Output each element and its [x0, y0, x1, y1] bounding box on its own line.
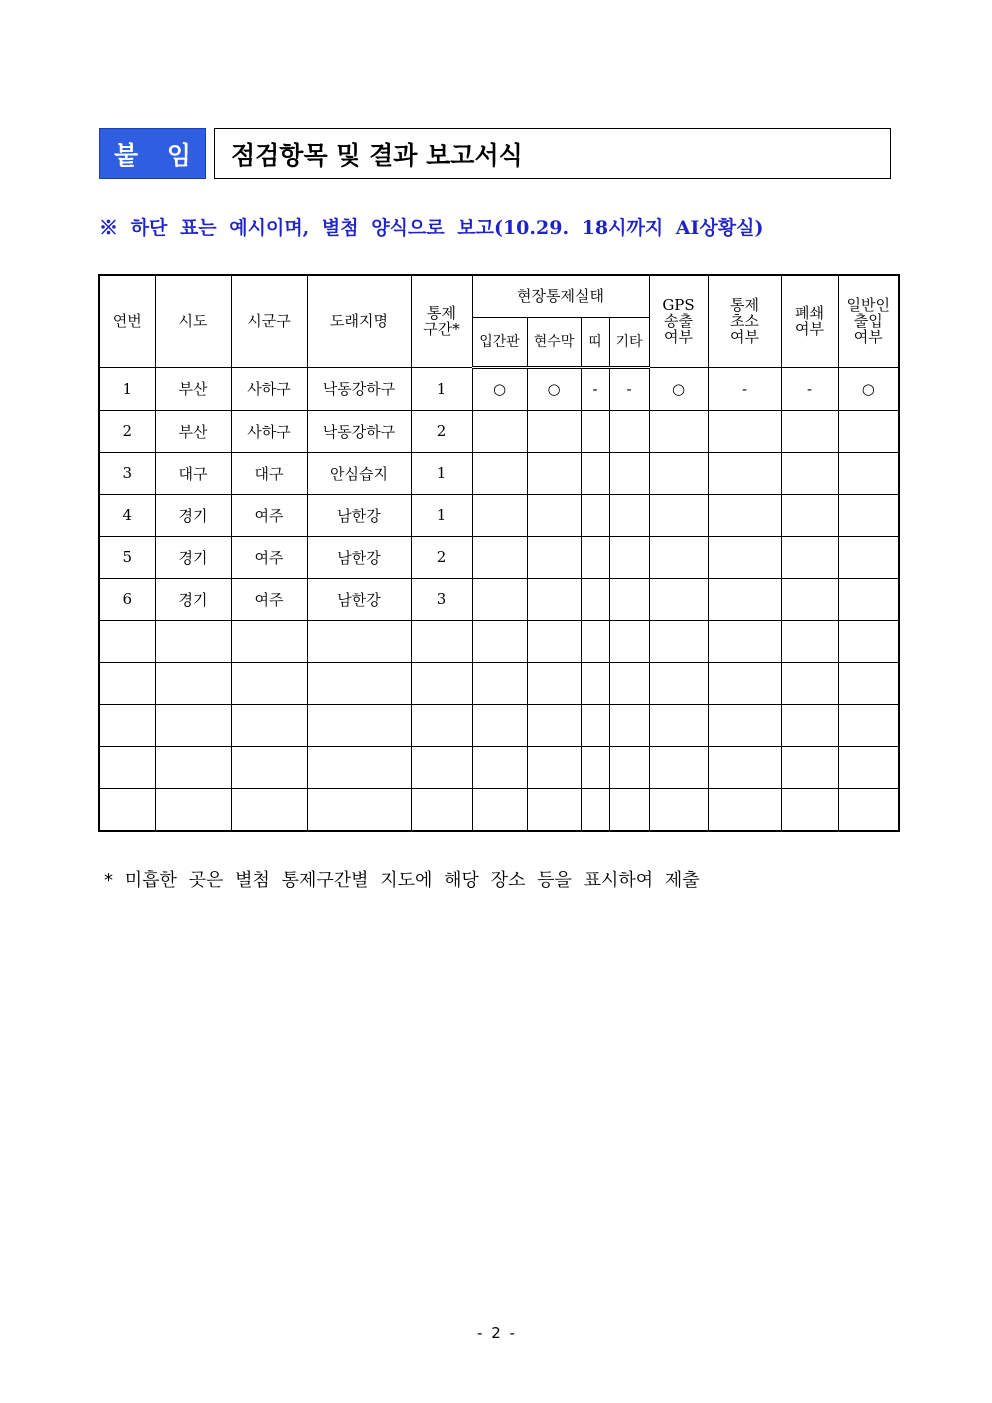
- table-cell: [781, 410, 838, 452]
- table-cell: [99, 788, 155, 831]
- table-cell: ○: [527, 367, 581, 410]
- header-sigungu: 시군구: [231, 275, 307, 367]
- table-cell: [838, 746, 899, 788]
- table-row: [99, 788, 899, 831]
- page-number: - 2 -: [477, 1324, 515, 1342]
- table-cell: [581, 536, 609, 578]
- table-cell: [649, 452, 708, 494]
- table-cell: [307, 620, 411, 662]
- table-cell: [649, 578, 708, 620]
- table-cell: [231, 746, 307, 788]
- table-cell: 1: [411, 452, 472, 494]
- table-cell: [708, 746, 781, 788]
- table-cell: [472, 536, 527, 578]
- table-cell: [155, 746, 231, 788]
- table-cell: [708, 536, 781, 578]
- table-cell: [307, 788, 411, 831]
- header-sign: 입간판: [472, 317, 527, 367]
- table-cell: [99, 662, 155, 704]
- table-cell: [527, 746, 581, 788]
- table-cell: [838, 536, 899, 578]
- header-other: 기타: [609, 317, 649, 367]
- table-cell: ○: [472, 367, 527, 410]
- table-cell: 경기: [155, 536, 231, 578]
- table-row: [99, 410, 899, 452]
- table-cell: [708, 788, 781, 831]
- table-cell: 여주: [231, 494, 307, 536]
- header-status-group: 현장통제실태: [472, 275, 649, 317]
- table-row: [99, 452, 899, 494]
- table-cell: [527, 662, 581, 704]
- table-cell: [527, 578, 581, 620]
- table-cell: [581, 578, 609, 620]
- table-cell: [708, 410, 781, 452]
- table-row: [99, 704, 899, 746]
- attachment-badge: 붙 임: [99, 128, 206, 179]
- table-cell: [155, 620, 231, 662]
- table-cell: [609, 746, 649, 788]
- table-cell: -: [609, 367, 649, 410]
- table-cell: [527, 620, 581, 662]
- table-cell: [411, 746, 472, 788]
- table-cell: 1: [411, 494, 472, 536]
- table-cell: [838, 494, 899, 536]
- table-cell: 3: [99, 452, 155, 494]
- header-gps: GPS 송출 여부: [649, 275, 708, 367]
- inspection-table: [98, 274, 900, 832]
- header-section: 통제 구간*: [411, 275, 472, 367]
- table-cell: [472, 410, 527, 452]
- table-cell: 4: [99, 494, 155, 536]
- table-cell: [781, 620, 838, 662]
- table-cell: [472, 704, 527, 746]
- table-cell: [472, 620, 527, 662]
- table-cell: [472, 746, 527, 788]
- table-cell: 부산: [155, 410, 231, 452]
- table-cell: [649, 620, 708, 662]
- table-cell: 부산: [155, 367, 231, 410]
- table-cell: [527, 410, 581, 452]
- table-cell: [411, 704, 472, 746]
- table-cell: [155, 662, 231, 704]
- header-site: 도래지명: [307, 275, 411, 367]
- table-cell: [99, 746, 155, 788]
- table-cell: [472, 788, 527, 831]
- table-cell: [609, 788, 649, 831]
- table-cell: 낙동강하구: [307, 410, 411, 452]
- table-cell: 3: [411, 578, 472, 620]
- table-cell: 사하구: [231, 367, 307, 410]
- table-cell: [307, 704, 411, 746]
- table-cell: [708, 704, 781, 746]
- table-cell: 2: [411, 410, 472, 452]
- table-cell: [581, 410, 609, 452]
- table-cell: [781, 746, 838, 788]
- table-cell: [472, 662, 527, 704]
- table-cell: [649, 410, 708, 452]
- table-cell: 낙동강하구: [307, 367, 411, 410]
- table-cell: [581, 788, 609, 831]
- table-cell: [609, 620, 649, 662]
- table-cell: [708, 620, 781, 662]
- table-row: [99, 536, 899, 578]
- table-cell: 대구: [155, 452, 231, 494]
- table-cell: [649, 662, 708, 704]
- table-cell: [609, 578, 649, 620]
- table-cell: [231, 620, 307, 662]
- table-cell: -: [708, 367, 781, 410]
- table-cell: [609, 704, 649, 746]
- table-cell: [781, 494, 838, 536]
- table-cell: [838, 704, 899, 746]
- table-cell: ○: [838, 367, 899, 410]
- table-cell: [411, 662, 472, 704]
- table-cell: [411, 788, 472, 831]
- table-cell: 5: [99, 536, 155, 578]
- table-cell: [581, 746, 609, 788]
- table-cell: [609, 662, 649, 704]
- table-cell: 여주: [231, 578, 307, 620]
- table-cell: [708, 578, 781, 620]
- table-cell: [527, 788, 581, 831]
- table-cell: [838, 662, 899, 704]
- table-cell: [581, 704, 609, 746]
- header-public: 일반인 출입 여부: [838, 275, 899, 367]
- table-cell: 1: [99, 367, 155, 410]
- table-cell: [838, 620, 899, 662]
- table-cell: [307, 746, 411, 788]
- table-cell: 경기: [155, 494, 231, 536]
- table-cell: 남한강: [307, 536, 411, 578]
- table-cell: [581, 494, 609, 536]
- header-tape: 띠: [581, 317, 609, 367]
- table-cell: [649, 704, 708, 746]
- table-cell: 2: [411, 536, 472, 578]
- table-cell: [307, 662, 411, 704]
- table-cell: 남한강: [307, 494, 411, 536]
- table-cell: [708, 662, 781, 704]
- table-cell: [781, 536, 838, 578]
- table-cell: -: [581, 367, 609, 410]
- page-title: 점검항목 및 결과 보고서식: [214, 128, 891, 179]
- table-cell: -: [781, 367, 838, 410]
- table-cell: [609, 494, 649, 536]
- header-sido: 시도: [155, 275, 231, 367]
- table-cell: [231, 788, 307, 831]
- table-cell: [411, 620, 472, 662]
- table-row: [99, 662, 899, 704]
- table-cell: ○: [649, 367, 708, 410]
- table-cell: [838, 410, 899, 452]
- table-cell: [155, 788, 231, 831]
- table-cell: [231, 662, 307, 704]
- table-cell: [527, 494, 581, 536]
- table-cell: 1: [411, 367, 472, 410]
- table-cell: [99, 704, 155, 746]
- table-cell: [838, 578, 899, 620]
- table-cell: [649, 494, 708, 536]
- table-cell: [649, 746, 708, 788]
- table-row: [99, 620, 899, 662]
- table-cell: 6: [99, 578, 155, 620]
- table-cell: [231, 704, 307, 746]
- table-cell: [581, 452, 609, 494]
- table-cell: [99, 620, 155, 662]
- table-cell: [781, 704, 838, 746]
- notice-text: ※ 하단 표는 예시이며, 별첨 양식으로 보고(10.29. 18시까지 AI상황실): [99, 217, 764, 239]
- table-cell: [527, 704, 581, 746]
- table-cell: [781, 578, 838, 620]
- table-cell: [155, 704, 231, 746]
- table-cell: [708, 494, 781, 536]
- table-cell: [838, 788, 899, 831]
- table-cell: 남한강: [307, 578, 411, 620]
- table-cell: [581, 620, 609, 662]
- table-cell: [838, 452, 899, 494]
- table-cell: [781, 662, 838, 704]
- table-cell: [649, 788, 708, 831]
- table-cell: [527, 536, 581, 578]
- table-row: [99, 578, 899, 620]
- table-cell: [609, 536, 649, 578]
- table-row: [99, 367, 899, 410]
- table-cell: 여주: [231, 536, 307, 578]
- table-cell: [708, 452, 781, 494]
- header-banner: 현수막: [527, 317, 581, 367]
- table-cell: 사하구: [231, 410, 307, 452]
- table-cell: [472, 452, 527, 494]
- table-cell: [581, 662, 609, 704]
- table-cell: [609, 452, 649, 494]
- table-cell: [649, 536, 708, 578]
- footnote: * 미흡한 곳은 별첨 통제구간별 지도에 해당 장소 등을 표시하여 제출: [104, 870, 700, 891]
- header-closed: 폐쇄 여부: [781, 275, 838, 367]
- table-cell: [609, 410, 649, 452]
- table-cell: 경기: [155, 578, 231, 620]
- header-post: 통제 초소 여부: [708, 275, 781, 367]
- table-cell: 대구: [231, 452, 307, 494]
- table-cell: [781, 788, 838, 831]
- table-cell: 2: [99, 410, 155, 452]
- table-row: [99, 746, 899, 788]
- table-cell: 안심습지: [307, 452, 411, 494]
- table-cell: [472, 494, 527, 536]
- table-cell: [527, 452, 581, 494]
- table-cell: [472, 578, 527, 620]
- table-cell: [781, 452, 838, 494]
- header-no: 연번: [99, 275, 155, 367]
- table-row: [99, 494, 899, 536]
